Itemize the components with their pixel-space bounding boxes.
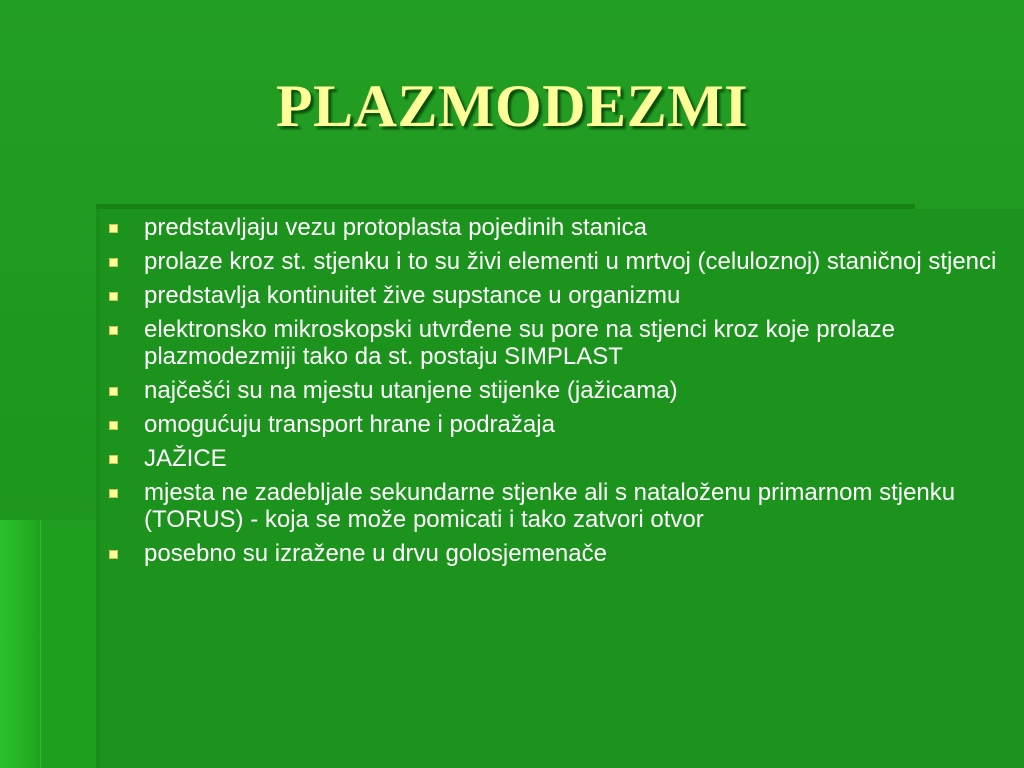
bullet-list — [106, 214, 1006, 574]
bullet-text: najčešći su na mjestu utanjene stijenke (jažicama) — [144, 377, 678, 404]
square-bullet-icon — [109, 455, 118, 464]
square-bullet-icon — [109, 292, 118, 301]
bullet-text: predstavlja kontinuitet žive supstance u organizmu — [144, 282, 681, 309]
bullet-item — [106, 445, 1006, 472]
square-bullet-icon — [109, 421, 118, 430]
square-bullet-icon — [109, 550, 118, 559]
bullet-text: omogućuju transport hrane i podražaja — [144, 411, 555, 438]
bullet-item — [106, 479, 1006, 533]
bullet-text: posebno su izražene u drvu golosjemenače — [144, 540, 607, 567]
bullet-text: predstavljaju vezu protoplasta pojedinih stanica — [144, 214, 647, 241]
square-bullet-icon — [109, 326, 118, 335]
bullet-item — [106, 214, 1006, 241]
slide-title: PLAZMODEZMI — [275, 73, 749, 139]
bullet-item — [106, 248, 1006, 275]
bullet-item — [106, 316, 1006, 370]
bullet-item — [106, 411, 1006, 438]
bullet-text: JAŽICE — [144, 445, 227, 472]
square-bullet-icon — [109, 224, 118, 233]
decorative-panel-left — [0, 520, 40, 768]
bullet-item — [106, 540, 1006, 567]
bullet-item — [106, 282, 1006, 309]
bullet-text: prolaze kroz st. stjenku i to su živi elementi u mrtvoj (celuloznoj) staničnoj stjenci — [144, 248, 997, 275]
square-bullet-icon — [109, 258, 118, 267]
square-bullet-icon — [109, 489, 118, 498]
bullet-text: elektronsko mikroskopski utvrđene su pore na stjenci kroz koje prolaze plazmodezmiji tako da st. postaju SIMPLAST — [144, 316, 896, 370]
bullet-item — [106, 377, 1006, 404]
bullet-text: mjesta ne zadebljale sekundarne stjenke ali s nataloženu primarnom stjenku (TORUS) - koja se može pomicati i tako zatvori otvor — [144, 479, 956, 533]
decorative-panel-left-inner — [40, 520, 97, 768]
square-bullet-icon — [109, 387, 118, 396]
